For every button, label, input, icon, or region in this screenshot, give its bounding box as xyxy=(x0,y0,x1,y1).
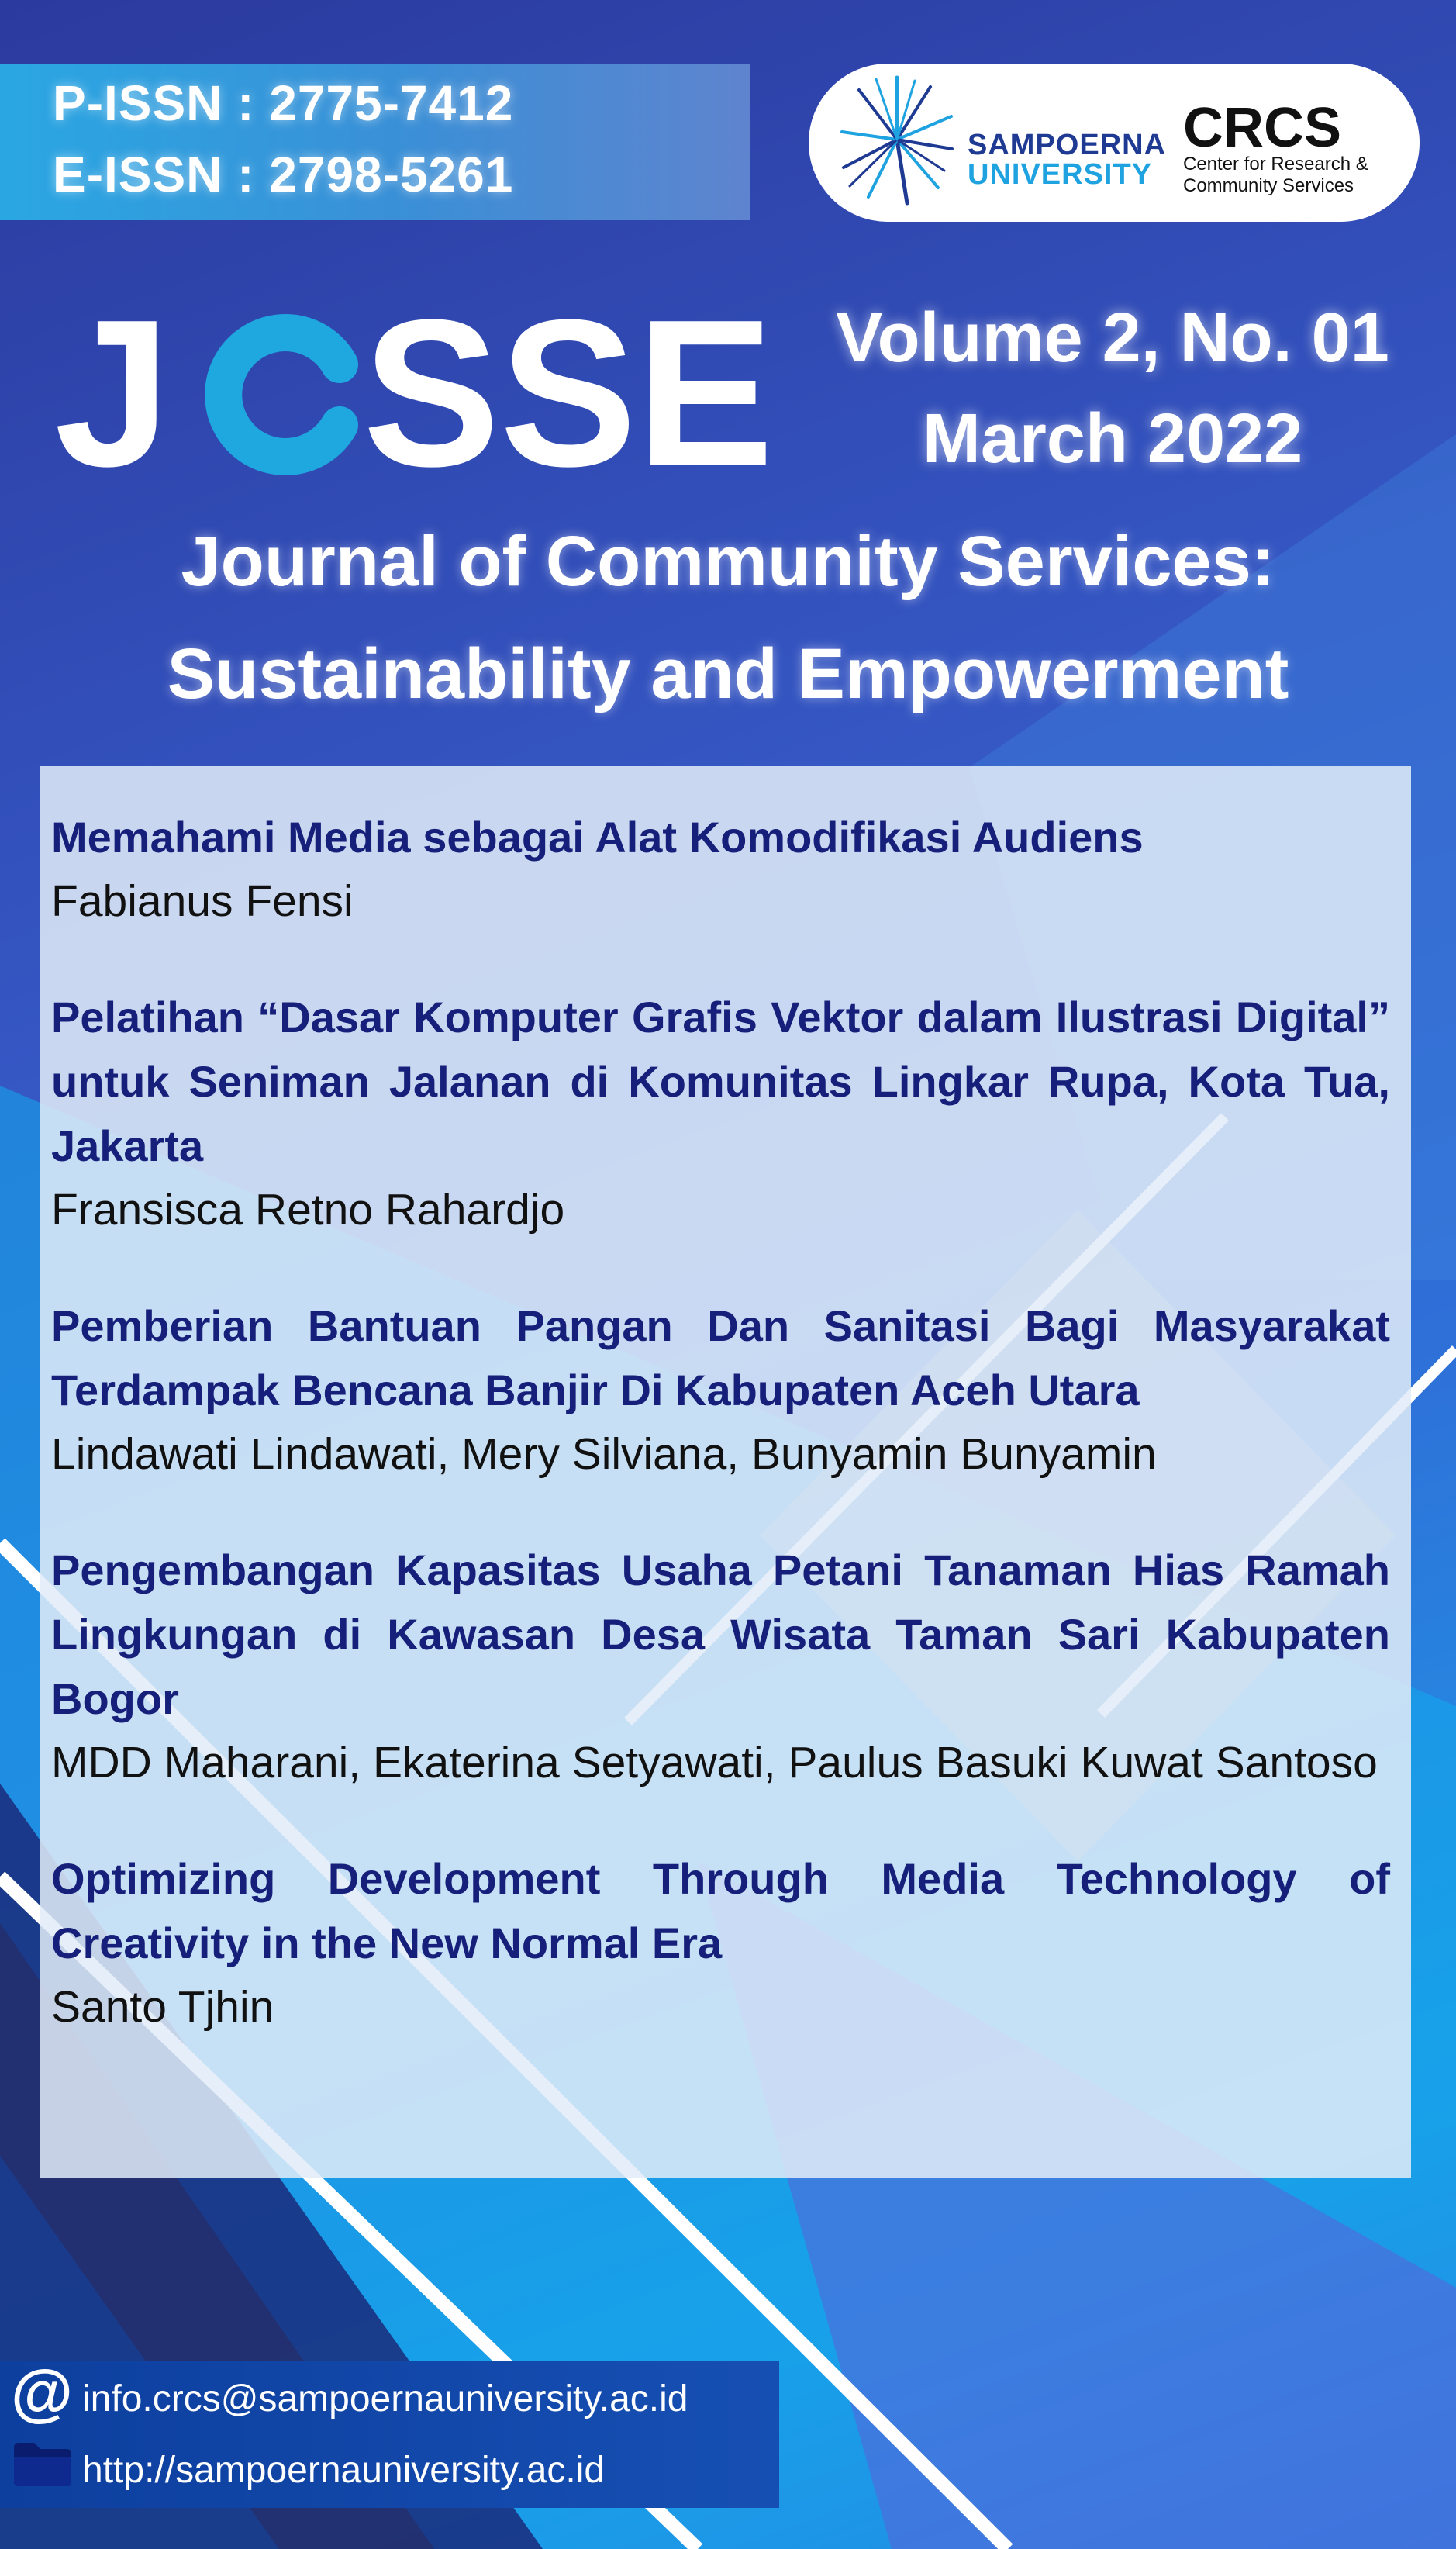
article-authors: Fransisca Retno Rahardjo xyxy=(51,1185,565,1235)
logo-letters-sse: SSE xyxy=(363,301,774,479)
journal-logo xyxy=(54,301,775,479)
article-entry xyxy=(51,1846,1390,2040)
center-acronym: CRCS xyxy=(1183,97,1342,159)
article-title[interactable]: Pemberian Bantuan Pangan Dan Sanitasi Bagi Masyarakat Terdampak Bencana Banjir Di Kabupaten Aceh Utara xyxy=(51,1301,1390,1414)
journal-title-line2: Sustainability and Empowerment xyxy=(167,634,1289,713)
sunburst-icon xyxy=(839,71,955,208)
article-authors: Lindawati Lindawati, Mery Silviana, Bunyamin Bunyamin xyxy=(51,1429,1157,1479)
university-name-line2: UNIVERSITY xyxy=(968,158,1153,191)
at-sign-icon: @ xyxy=(11,2357,73,2428)
article-authors: Fabianus Fensi xyxy=(51,876,354,926)
article-title[interactable]: Optimizing Development Through Media Technology of Creativity in the New Normal Era xyxy=(51,1854,1390,1967)
center-name-line2: Community Services xyxy=(1183,175,1354,196)
logo-letter-j: J xyxy=(54,301,171,479)
university-name-line1: SAMPOERNA xyxy=(968,129,1167,161)
issue-date: March 2022 xyxy=(922,400,1303,478)
print-issn: P-ISSN : 2775-7412 xyxy=(53,75,514,131)
article-title[interactable]: Memahami Media sebagai Alat Komodifikasi Audiens xyxy=(51,813,1144,862)
article-authors: Santo Tjhin xyxy=(51,1982,274,2032)
contact-website[interactable]: http://sampoernauniversity.ac.id xyxy=(82,2450,606,2491)
folder-icon xyxy=(12,2441,73,2488)
article-entry xyxy=(51,805,1390,934)
logo-letter-c xyxy=(223,333,340,457)
article-title[interactable]: Pelatihan “Dasar Komputer Grafis Vektor dalam Ilustrasi Digital” untuk Seniman Jalanan di Komunitas Lingkar Rupa, Kota Tua, Jakarta xyxy=(51,993,1390,1170)
contact-email[interactable]: info.crcs@sampoernauniversity.ac.id xyxy=(82,2378,688,2419)
article-entry xyxy=(51,1538,1390,1795)
article-entry xyxy=(51,985,1390,1242)
table-of-contents xyxy=(51,805,1390,2091)
electronic-issn: E-ISSN : 2798-5261 xyxy=(53,147,514,202)
volume-number: Volume 2, No. 01 xyxy=(836,299,1389,377)
article-title[interactable]: Pengembangan Kapasitas Usaha Petani Tanaman Hias Ramah Lingkungan di Kawasan Desa Wisata Taman Sari Kabupaten Bogor xyxy=(51,1546,1390,1723)
journal-title-line1: Journal of Community Services: xyxy=(181,522,1275,601)
article-authors: MDD Maharani, Ekaterina Setyawati, Paulus Basuki Kuwat Santoso xyxy=(51,1738,1378,1787)
article-entry xyxy=(51,1293,1390,1487)
center-name-line1: Center for Research & xyxy=(1183,154,1368,174)
